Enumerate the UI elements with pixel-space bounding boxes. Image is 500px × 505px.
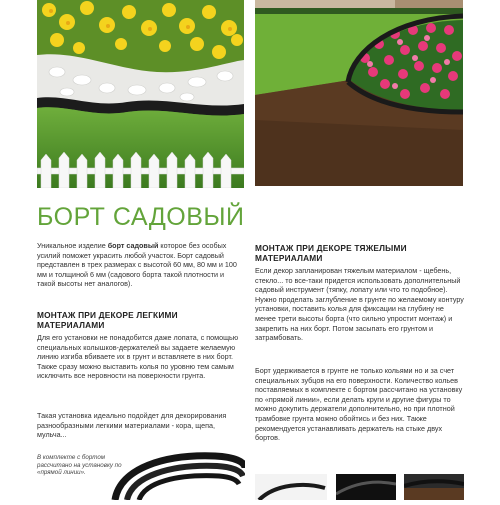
garden-photo-left-image	[37, 0, 244, 188]
intro-prefix: Уникальное изделие	[37, 241, 108, 250]
page-title: БОРТ САДОВЫЙ	[37, 203, 245, 231]
kit-caption: В комплекте с бортом рассчитано на установку по «прямой линии».	[37, 454, 122, 477]
photo-flowerbed-border	[255, 0, 463, 186]
garden-photo-right-image	[255, 0, 463, 186]
photo-garden-border-fence	[37, 0, 244, 188]
heavy-section-paragraph-1: Если декор запланирован тяжелым материалом - щебень, стекло... то все-таки придется использовать дополнительный садовый инструмент (тяпку, лопату или что то подобное). Нужно проделать заглубление в грунте по желаемому контуру установки, поставить колья для фиксации на глубину не менее трети высоты борта (что сильно упростит монтаж) и закрепить на них борт. Потом засыпать его грунтом и затрамбовать.	[255, 266, 464, 343]
border-coil-image	[95, 438, 245, 500]
thumbnail-border-piece	[255, 474, 327, 500]
thumbnail-border-install	[404, 474, 464, 500]
light-section-paragraph-2: Такая установка идеально подойдет для декорирования разнообразными легкими материалами - кора, щепа, мульча...	[37, 411, 227, 440]
intro-rest: которое без особых усилий поможет украсить любой участок. Борт садовый представлен в трех размерах с высотой 60 мм, 80 мм и 100 мм и толщиной 6 мм (садового борта такой плотности и такой высоты нет аналогов).	[37, 241, 237, 289]
heavy-section-paragraph-2: Борт удерживается в грунте не только кольями но и за счет специальных зубцов на его поверхности. Количество кольев поставляемых в комплекте с бортом рассчитано на установку по «прямой линии», если делать круги и другие фигуры то можно докупить держатели дополнительно, но при плотной трамбовке грунта можно обойтись и без них. Также рекомендуется устанавливать держатель на стыке двух бортов.	[255, 366, 463, 443]
intro-bold-term: борт садовый	[107, 241, 159, 250]
light-section-paragraph-1: Для его установки не понадобится даже лопата, с помощью специальных колышков-держателей вы задаете желаемую линию изгиба вбиваете их в грунт и вставляете в них борт. Также сразу можно выставить колья по уровню тем самым исключить все неровности на поверхности грунта.	[37, 333, 239, 381]
light-section-title: МОНТАЖ ПРИ ДЕКОРЕ ЛЕГКИМИ МАТЕРИАЛАМИ	[37, 310, 178, 331]
photo-border-coil	[95, 438, 245, 500]
thumbnail-border-closeup	[336, 474, 396, 500]
heavy-section-title: МОНТАЖ ПРИ ДЕКОРЕ ТЯЖЕЛЫМИ МАТЕРИАЛАМИ	[255, 243, 407, 264]
thumbnail-border-closeup-image	[336, 474, 396, 500]
thumbnail-border-install-image	[404, 474, 464, 500]
thumbnail-border-piece-image	[255, 474, 327, 500]
intro-paragraph	[37, 241, 244, 289]
